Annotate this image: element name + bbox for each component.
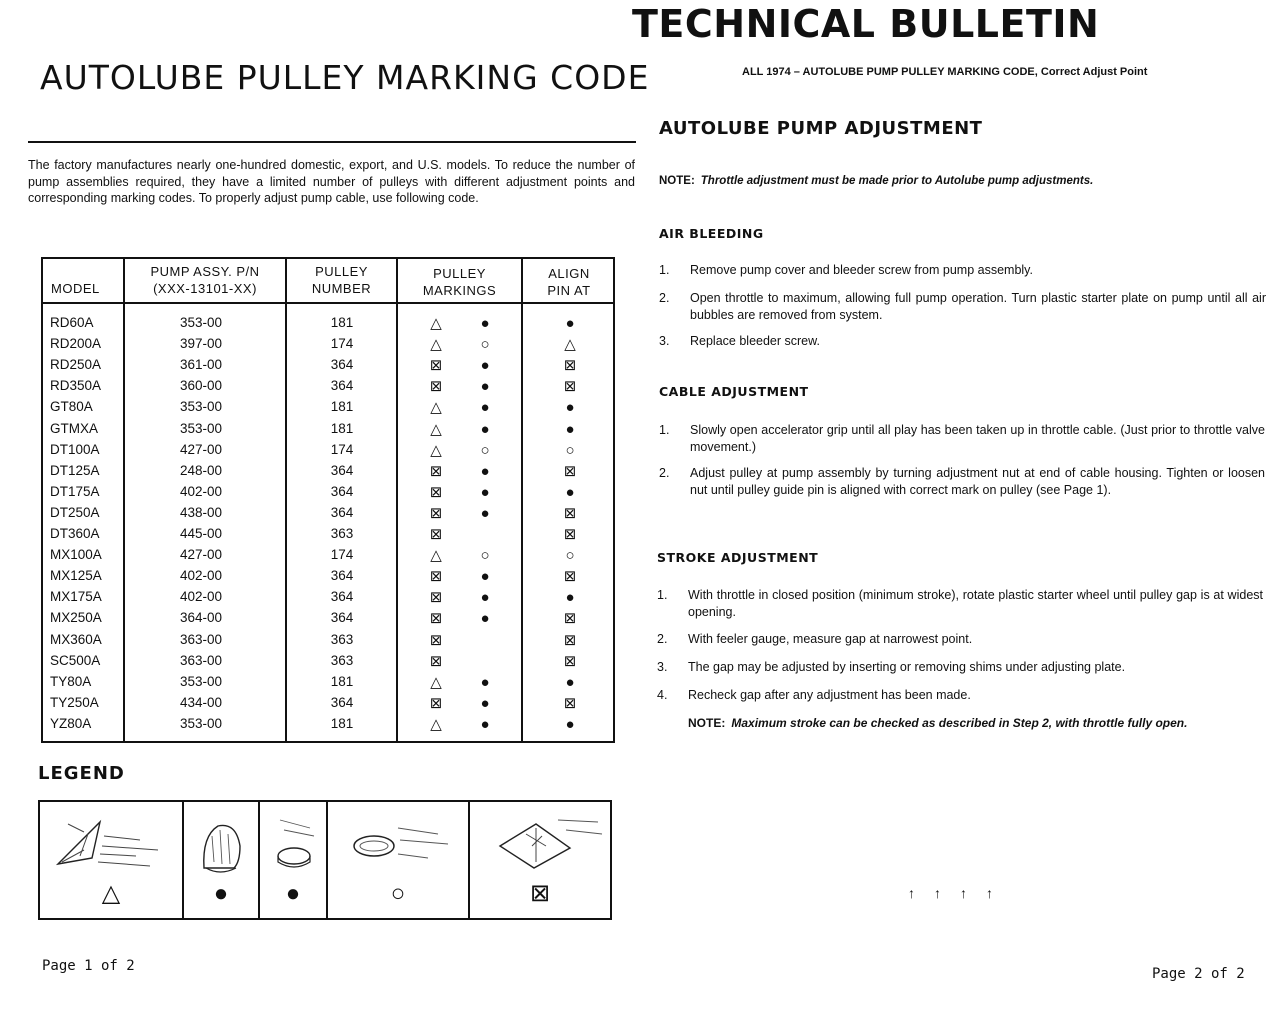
cell-align-pin: ⊠ [563, 462, 577, 480]
cell-model: RD350A [50, 378, 102, 394]
cell-pump-pn: 353-00 [179, 399, 223, 415]
cell-pulley-number: 364 [330, 378, 354, 394]
cell-marking-2: ○ [480, 336, 490, 354]
header-pump-pn-line1: PUMP ASSY. P/N [150, 264, 260, 279]
step-number: 2. [657, 632, 668, 646]
cell-align-pin: ● [565, 589, 575, 607]
cell-marking-1: ⊠ [429, 504, 443, 522]
step-number: 2. [659, 466, 670, 480]
step-text: With throttle in closed position (minimum stroke), rotate plastic starter wheel until pulley gap is at widest opening. [688, 588, 1263, 619]
header-markings-line2: MARKINGS [422, 283, 497, 298]
cell-marking-1: △ [430, 547, 442, 565]
bulletin-subtitle: ALL 1974 – AUTOLUBE PUMP PULLEY MARKING CODE, Correct Adjust Point [742, 66, 1148, 78]
step-number: 2. [659, 291, 670, 305]
cell-model: DT100A [50, 441, 100, 457]
stroke-adjustment-step [657, 659, 1263, 676]
page-title: AUTOLUBE PULLEY MARKING CODE [40, 58, 650, 97]
table-row [43, 461, 613, 482]
cell-model: MX360A [50, 631, 102, 647]
cell-align-pin: △ [564, 336, 576, 354]
cell-marking-2: ● [480, 589, 490, 607]
cell-pulley-number: 363 [330, 631, 354, 647]
cell-model: MX125A [50, 568, 102, 584]
cell-marking-2: ● [480, 399, 490, 417]
cell-pulley-number: 364 [330, 504, 354, 520]
pulley-marking-table [41, 257, 615, 743]
cell-pump-pn: 427-00 [179, 441, 223, 457]
stroke-adjustment-step [657, 687, 1263, 704]
stroke-adjustment-step [657, 587, 1263, 621]
cell-align-pin: ⊠ [563, 568, 577, 586]
boxed-x-icon: ⊠ [529, 880, 551, 907]
cell-marking-2: ● [480, 504, 490, 522]
cell-marking-1: △ [430, 399, 442, 417]
cell-pump-pn: 427-00 [179, 547, 223, 563]
step-text: The gap may be adjusted by inserting or removing shims under adjusting plate. [688, 660, 1126, 674]
cell-marking-1: ⊠ [429, 526, 443, 543]
cell-align-pin: ⊠ [563, 694, 577, 712]
table-row [43, 545, 613, 566]
cell-pulley-number: 364 [330, 610, 354, 626]
cell-pump-pn: 360-00 [179, 378, 223, 394]
cell-pump-pn: 402-00 [179, 483, 223, 499]
circle-mark-illustration [328, 806, 466, 886]
cell-pump-pn: 397-00 [179, 336, 223, 352]
step-number: 3. [657, 660, 668, 674]
table-row [43, 440, 613, 461]
header-pulley-markings [398, 265, 521, 299]
bulletin-title: TECHNICAL BULLETIN [632, 2, 1100, 46]
table-row [43, 503, 613, 524]
header-pump-pn [125, 263, 285, 297]
step-text: Adjust pulley at pump assembly by turning adjustment nut at end of cable housing. Tighten or loosen nut until pulley guide pin is aligned with correct mark on pulley (see Page 1). [690, 466, 1265, 497]
title-divider [28, 141, 636, 143]
cell-pulley-number: 364 [330, 357, 354, 373]
cell-pump-pn: 353-00 [179, 673, 223, 689]
dot-mark-raised-illustration [184, 806, 256, 886]
cell-model: RD60A [50, 315, 94, 330]
step-number: 3. [659, 334, 670, 348]
cell-marking-2: ● [480, 694, 490, 712]
cell-marking-2: ● [480, 568, 490, 586]
cell-marking-2: ● [480, 315, 490, 332]
cell-pump-pn: 364-00 [179, 610, 223, 626]
step-text: Replace bleeder screw. [690, 334, 820, 348]
cell-model: GTMXA [50, 420, 99, 436]
cell-align-pin: ⊠ [563, 504, 577, 522]
cell-align-pin: ○ [565, 547, 575, 565]
cell-model: DT250A [50, 504, 100, 520]
table-row [43, 397, 613, 418]
table-row [43, 566, 613, 587]
cell-pump-pn: 248-00 [179, 462, 223, 478]
cell-model: TY250A [50, 694, 99, 710]
cell-pulley-number: 174 [330, 547, 354, 563]
cell-pulley-number: 181 [330, 420, 354, 436]
cell-pulley-number: 181 [330, 399, 354, 415]
cell-align-pin: ● [565, 315, 575, 332]
step-number: 1. [659, 423, 670, 437]
filled-dot-icon: ● [285, 880, 301, 907]
cell-marking-2: ● [480, 673, 490, 691]
cell-pump-pn: 363-00 [179, 631, 223, 647]
note-text: Throttle adjustment must be made prior to Autolube pump adjustments. [700, 175, 1094, 187]
air-bleeding-step [659, 333, 1266, 350]
hollow-circle-icon: ○ [390, 880, 406, 907]
section-title: AUTOLUBE PUMP ADJUSTMENT [659, 118, 983, 139]
cell-pulley-number: 181 [330, 715, 354, 731]
step-number: 1. [657, 588, 668, 602]
cell-pulley-number: 181 [330, 315, 354, 330]
cell-marking-2: ○ [480, 441, 490, 459]
table-row [43, 587, 613, 608]
cell-marking-1: △ [430, 715, 442, 733]
cable-adjustment-heading: CABLE ADJUSTMENT [659, 384, 809, 399]
header-pulley-number-line2: NUMBER [311, 281, 372, 296]
page-number-right: Page 2 of 2 [1152, 966, 1245, 982]
triangle-icon: △ [101, 880, 121, 907]
cell-marking-1: △ [430, 673, 442, 691]
table-row [43, 651, 613, 672]
cell-align-pin: ⊠ [563, 378, 577, 396]
table-row [43, 524, 613, 545]
cell-model: MX175A [50, 589, 102, 605]
cell-align-pin: ⊠ [563, 526, 577, 543]
step-number: 1. [659, 263, 670, 277]
note-text: Maximum stroke can be checked as described in Step 2, with throttle fully open. [731, 716, 1188, 730]
header-pump-pn-line2: (XXX-13101-XX) [153, 281, 257, 296]
cell-marking-1: ⊠ [429, 589, 443, 607]
step-text: Open throttle to maximum, allowing full pump operation. Turn plastic starter plate on pump until all air bubbles are removed from system. [690, 291, 1266, 322]
cell-marking-1: △ [430, 315, 442, 332]
cell-pump-pn: 363-00 [179, 652, 223, 668]
cell-pump-pn: 445-00 [179, 526, 223, 541]
cell-pump-pn: 402-00 [179, 589, 223, 605]
cell-marking-1: ⊠ [429, 631, 443, 649]
header-markings-line1: PULLEY [433, 266, 486, 281]
note-label: NOTE: [659, 175, 695, 187]
dot-mark-flat-illustration [260, 806, 324, 886]
cell-model: DT175A [50, 483, 100, 499]
cell-marking-2: ● [480, 715, 490, 733]
cell-align-pin: ● [565, 399, 575, 417]
cell-marking-2: ● [480, 610, 490, 628]
cell-marking-1: ⊠ [429, 378, 443, 396]
table-row [43, 608, 613, 629]
cell-align-pin: ⊠ [563, 357, 577, 375]
cell-pulley-number: 364 [330, 568, 354, 584]
cell-pump-pn: 353-00 [179, 420, 223, 436]
cell-marking-1: ⊠ [429, 652, 443, 670]
page-number-left: Page 1 of 2 [42, 958, 135, 974]
header-pulley-number [287, 263, 396, 297]
stroke-note [688, 716, 1187, 730]
cell-pulley-number: 364 [330, 694, 354, 710]
step-text: Recheck gap after any adjustment has been made. [688, 688, 971, 702]
cell-pulley-number: 174 [330, 336, 354, 352]
cell-pump-pn: 353-00 [179, 715, 223, 731]
cell-pulley-number: 364 [330, 483, 354, 499]
cell-pulley-number: 181 [330, 673, 354, 689]
cell-align-pin: ○ [565, 441, 575, 459]
cell-marking-2: ○ [480, 547, 490, 565]
header-model: MODEL [51, 281, 100, 296]
table-row [43, 355, 613, 376]
legend-cell-dot-flat [260, 802, 328, 918]
cell-align-pin: ⊠ [563, 652, 577, 670]
note-label: NOTE: [688, 716, 726, 730]
cell-pulley-number: 364 [330, 462, 354, 478]
header-align-line2: PIN AT [547, 283, 591, 298]
table-row [43, 313, 613, 334]
cell-pump-pn: 438-00 [179, 504, 223, 520]
table-row [43, 672, 613, 693]
cell-marking-2: ● [480, 483, 490, 501]
stroke-adjustment-heading: STROKE ADJUSTMENT [657, 550, 819, 565]
cell-marking-1: ⊠ [429, 694, 443, 712]
cell-marking-1: ⊠ [429, 568, 443, 586]
table-row [43, 334, 613, 355]
cell-pulley-number: 364 [330, 589, 354, 605]
cell-marking-1: ⊠ [429, 462, 443, 480]
cable-adjustment-step [659, 465, 1265, 515]
step-number: 4. [657, 688, 668, 702]
air-bleeding-step [659, 290, 1266, 324]
cell-model: YZ80A [50, 715, 92, 731]
header-pulley-number-line1: PULLEY [315, 264, 368, 279]
cell-marking-1: △ [430, 336, 442, 354]
cell-pulley-number: 174 [330, 441, 354, 457]
cell-model: DT125A [50, 462, 100, 478]
cell-pulley-number: 363 [330, 526, 354, 541]
triangle-mark-illustration [40, 806, 180, 886]
legend-title: LEGEND [38, 763, 125, 784]
cell-pump-pn: 434-00 [179, 694, 223, 710]
filled-dot-icon: ● [213, 880, 229, 907]
step-text: Slowly open accelerator grip until all play has been taken up in throttle cable. (Just prior to throttle valve movement.) [690, 423, 1265, 454]
table-row [43, 419, 613, 440]
cell-model: MX100A [50, 547, 102, 563]
cell-align-pin: ⊠ [563, 631, 577, 649]
cell-marking-1: △ [430, 441, 442, 459]
cell-model: SC500A [50, 652, 101, 668]
cell-align-pin: ● [565, 483, 575, 501]
cell-align-pin: ● [565, 673, 575, 691]
cell-pulley-number: 363 [330, 652, 354, 668]
legend-cell-circle [328, 802, 470, 918]
legend-cell-dot-raised [184, 802, 260, 918]
box-x-mark-illustration [470, 806, 608, 886]
cell-align-pin: ● [565, 420, 575, 438]
cell-model: TY80A [50, 673, 92, 689]
cell-pump-pn: 353-00 [179, 315, 223, 330]
step-text: Remove pump cover and bleeder screw from pump assembly. [690, 263, 1033, 277]
cell-model: RD250A [50, 357, 102, 373]
table-row [43, 630, 613, 651]
legend-cell-box-x [470, 802, 610, 918]
cell-model: MX250A [50, 610, 102, 626]
arrow-marks: ↑↑↑↑ [908, 885, 1012, 901]
air-bleeding-heading: AIR BLEEDING [659, 226, 764, 241]
cell-marking-2: ● [480, 378, 490, 396]
cell-model: GT80A [50, 399, 93, 415]
cell-model: RD200A [50, 336, 102, 352]
cell-align-pin: ⊠ [563, 610, 577, 628]
header-align-line1: ALIGN [548, 266, 590, 281]
cell-marking-2: ● [480, 462, 490, 480]
table-row [43, 376, 613, 397]
cable-adjustment-step [659, 422, 1265, 456]
legend-box [38, 800, 612, 920]
cell-marking-2: ● [480, 357, 490, 375]
intro-paragraph: The factory manufactures nearly one-hundred domestic, export, and U.S. models. To reduce the number of pump assemblies required, they have a limited number of pulleys with different adjustment points and corresponding marking codes. To properly adjust pump cable, use following code. [28, 158, 635, 205]
legend-cell-triangle [40, 802, 184, 918]
cell-marking-1: ⊠ [429, 610, 443, 628]
header-align-pin [523, 265, 615, 299]
stroke-adjustment-step [657, 631, 1263, 648]
cell-pump-pn: 402-00 [179, 568, 223, 584]
step-text: With feeler gauge, measure gap at narrowest point. [688, 632, 973, 646]
table-row [43, 482, 613, 503]
cell-align-pin: ● [565, 715, 575, 733]
cell-pump-pn: 361-00 [179, 357, 223, 373]
table-row [43, 714, 613, 735]
cell-marking-1: △ [430, 420, 442, 438]
throttle-note [659, 175, 1093, 187]
table-row [43, 693, 613, 714]
cell-marking-1: ⊠ [429, 357, 443, 375]
cell-marking-2: ● [480, 420, 490, 438]
header-divider [43, 302, 613, 304]
cell-model: DT360A [50, 526, 100, 541]
air-bleeding-step [659, 262, 1266, 279]
cell-marking-1: ⊠ [429, 483, 443, 501]
